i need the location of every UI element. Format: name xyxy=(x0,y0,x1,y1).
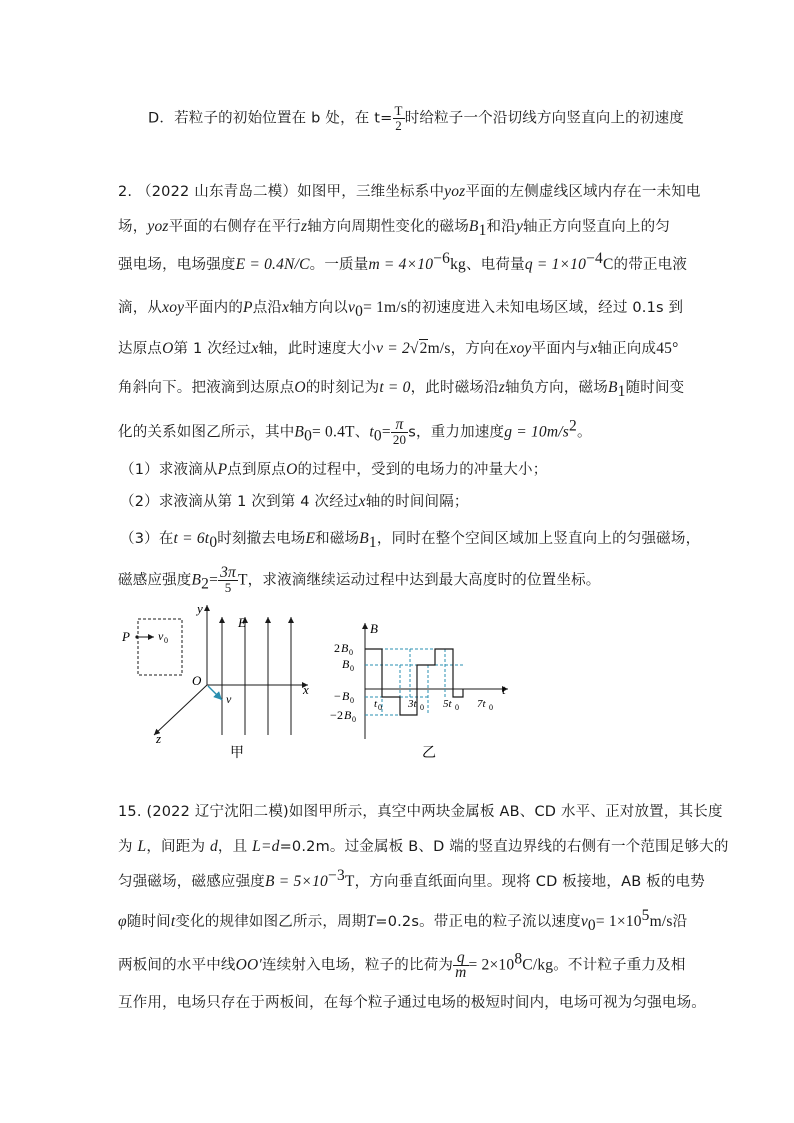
b-axis-label: B xyxy=(370,621,378,636)
svg-text:2: 2 xyxy=(337,708,343,722)
figure-yi-caption: 乙 xyxy=(422,746,436,761)
svg-text:0: 0 xyxy=(350,696,354,705)
p2-question-2: （2）求液滴从第 1 次到第 4 次经过x轴的时间间隔； xyxy=(120,493,469,510)
svg-text:2: 2 xyxy=(334,641,340,655)
svg-text:B: B xyxy=(344,708,352,722)
x-axis-label: x xyxy=(303,682,309,697)
label-neg-b0 xyxy=(334,689,354,705)
label-b0 xyxy=(342,657,354,673)
origin-label: O xyxy=(192,673,202,688)
label-3t0 xyxy=(407,698,424,712)
figure-jia xyxy=(110,595,330,765)
y-axis-label: y xyxy=(197,601,203,616)
p2-line-1: 2. （2022 山东青岛二模）如图甲，三维坐标系中yoz平面的左侧虚线区域内存在一未知电 xyxy=(118,183,701,200)
v0-label: v xyxy=(158,629,164,643)
label-5t0 xyxy=(443,698,459,712)
label-t0 xyxy=(374,698,382,712)
p15-line-4: φ随时间t变化的规律如图乙所示，周期T=0.2s。带正电的粒子流以速度$v_0= 1\times 10^5m/s$沿 xyxy=(118,907,688,934)
svg-text:0: 0 xyxy=(489,703,493,712)
svg-text:5t: 5t xyxy=(443,698,452,710)
p2-question-1: （1）求液滴从P点到原点O的过程中，受到的电场力的冲量大小； xyxy=(120,461,548,478)
svg-text:0: 0 xyxy=(349,648,353,657)
label-2b0 xyxy=(334,641,353,657)
velocity-label: v xyxy=(226,692,232,706)
p15-line-1: 15. (2022 辽宁沈阳二模)如图甲所示，真空中两块金属板 AB、CD 水平、正对放置，其长度 xyxy=(118,804,723,820)
v0-sub: 0 xyxy=(164,636,168,645)
fraction-pi-over-20: $\frac{\pi}{20}$ xyxy=(392,416,407,447)
svg-text:3t: 3t xyxy=(408,698,417,710)
p15-line-5: 两板间的水平中线OO′连续射入电场，粒子的比荷为 $\frac{q}{m}$ = $2\times 10^8C/kg$。不计粒子重力及相 xyxy=(118,949,686,981)
label-neg-2b0 xyxy=(330,708,356,724)
fraction-3pi-over-5: $\frac{3\pi}{5}$ xyxy=(220,564,236,595)
svg-text:0: 0 xyxy=(352,715,356,724)
svg-text:B: B xyxy=(341,641,349,655)
p2-line-7: 化的关系如图乙所示，其中$B_0= 0.4T$、$t_0=$ $\frac{\pi}{20}$ s，重力加速度$g = 10m/s^2$。 xyxy=(118,416,592,447)
p2-line-5: 达原点O第 1 次经过x轴，此时速度大小v = 2√2m/s，方向在xoy平面内与x轴正向成45° xyxy=(118,340,679,357)
p2-line-4: 滴，从xoy平面内的P点沿x轴方向以$v_0= 1m/s$的初速度进入未知电场区域，经过 0.1s 到 xyxy=(118,299,684,320)
svg-text:−: − xyxy=(334,689,341,703)
p2-line-2: 场，yoz平面的右侧存在平行z轴方向周期性变化的磁场$B_1$和沿y轴正方向竖直向上的匀 xyxy=(118,218,671,239)
t-axis-label: t xyxy=(502,682,506,697)
svg-text:B: B xyxy=(342,689,350,703)
fraction-q-over-m: $\frac{q}{m}$ xyxy=(455,949,467,981)
figure-yi xyxy=(330,615,530,765)
p2-line-3: 强电场，电场强度E = 0.4N/C。一质量$m = 4\times 10^{-6}kg$、电荷量$q = 1\times 10^{-4}C$的带正电液 xyxy=(118,250,688,273)
label-7t0 xyxy=(477,698,493,712)
p15-line-6: 互作用，电场只存在于两板间，在每个粒子通过电场的极短时间内，电场可视为匀强电场。 xyxy=(118,995,706,1011)
svg-text:0: 0 xyxy=(455,703,459,712)
option-d: D．若粒子的初始位置在 b 处，在 t= $\frac{T}{2}$ 时给粒子一个沿切线方向竖直向上的初速度 xyxy=(148,103,684,133)
svg-text:0: 0 xyxy=(350,664,354,673)
field-e-label: E xyxy=(238,615,246,630)
svg-text:0: 0 xyxy=(420,703,424,712)
p2-question-3-cont: 磁感应强度$B_2=$ $\frac{3\pi}{5}$ T，求液滴继续运动过程中达到最大高度时的位置坐标。 xyxy=(118,564,601,595)
p2-line-6: 角斜向下。把液滴到达原点O的时刻记为t = 0，此时磁场沿z轴负方向，磁场$B_1$随时间变 xyxy=(118,379,685,400)
svg-text:0: 0 xyxy=(378,703,382,712)
svg-text:7t: 7t xyxy=(477,698,486,710)
p15-line-2: 为 L，间距为 d，且 L=d=0.2m。过金属板 B、D 端的竖直边界线的右侧有一个范围足够大的 xyxy=(118,838,729,855)
svg-text:−: − xyxy=(330,708,337,722)
svg-text:t: t xyxy=(374,698,378,710)
p2-question-3: （3）在$t = 6t_0$时刻撤去电场E和磁场$B_1$，同时在整个空间区域加上竖直向上的匀强磁场， xyxy=(120,530,701,551)
velocity-arrow xyxy=(208,686,222,700)
z-axis xyxy=(154,685,207,735)
figure-jia-caption: 甲 xyxy=(230,746,244,761)
unknown-field-region xyxy=(138,619,182,675)
z-axis-label: z xyxy=(156,731,162,746)
point-p-label: P xyxy=(122,629,130,644)
svg-text:B: B xyxy=(342,657,350,671)
fraction-t-over-2: $\frac{T}{2}$ xyxy=(394,103,403,133)
p15-line-3: 匀强磁场，磁感应强度$B = 5\times 10^{-3}T$，方向垂直纸面向里。现将 CD 板接地，AB 板的电势 xyxy=(118,867,705,890)
